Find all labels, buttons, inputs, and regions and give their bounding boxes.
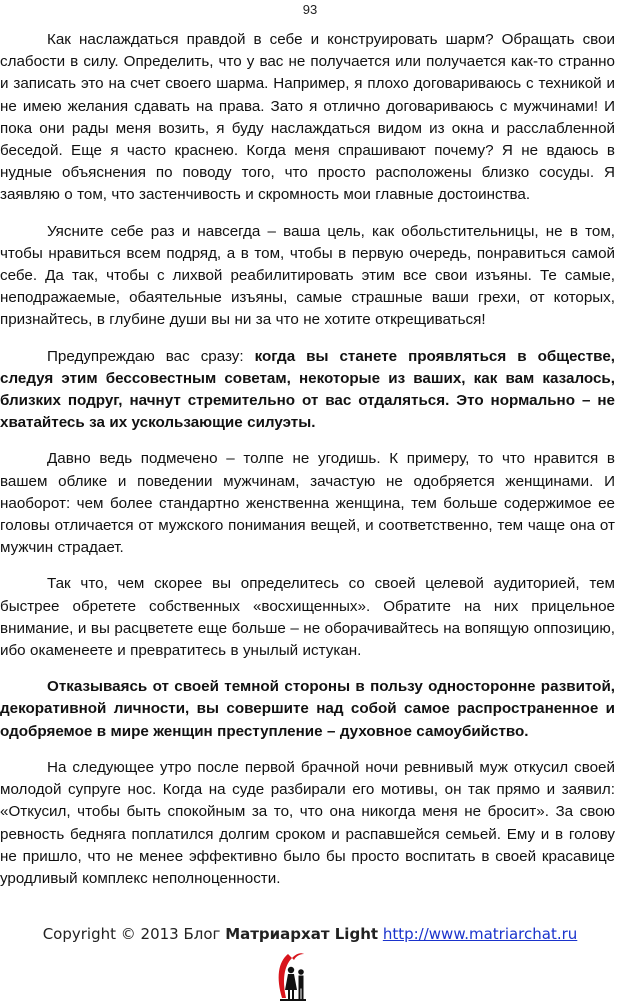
paragraph	[0, 221, 615, 332]
footer-link[interactable]: http://www.matriarchat.ru	[382, 925, 578, 943]
paragraph	[0, 448, 615, 559]
text-run: На следующее утро после первой брачной ночи ревнивый муж откусил своей молодой супруге нос. Когда на суде разбирали его мотивы, он так прямо и заявил: «Откусил, чтобы быть спокойным за то, что она никогда меня не бросит». За свою ревность бедняга поплатился долгим сроком и распавшейся семьей. Ему и в голову не пришло, что не менее эффективно было бы просто воспитать в своей красавице уродливый комплекс неполноценности.	[0, 758, 615, 887]
paragraph	[0, 29, 615, 207]
text-run: Как наслаждаться правдой в себе и конструировать шарм? Обращать свои слабости в силу. Определить, что у вас не получается или получается как-то странно и записать это на счет своего шарма. Например, я плохо договариваюсь с техникой и не имею желания сдавать на права. Зато я отлично договариваюсь с мужчинами! И пока они рады меня возить, я буду наслаждаться видом из окна и расслабленной беседой. Еще я часто краснею. Когда меня спрашивают почему? Я не вдаюсь в нудные объяснения по поводу того, что просто расположены близко сосуды. Я заявляю о том, что застенчивость и скромность мои главные достоинства.	[0, 31, 615, 204]
paragraph	[0, 676, 615, 743]
bold-text-run: Отказываясь от своей темной стороны в пользу односторонне развитой, декоративной личности, вы совершите над собой самое распространенное и одобряемое в мире женщин преступление – духовное самоубийство.	[0, 678, 615, 740]
matriarchat-logo-icon	[274, 948, 310, 1004]
paragraph	[0, 573, 615, 662]
footer	[0, 925, 620, 943]
footer-brand: Матриархат Light	[225, 925, 379, 943]
footer-copyright: Copyright © 2013 Блог	[42, 925, 226, 943]
bold-text-run: когда вы станете проявляться в обществе, следуя этим бессовестным советам, некоторые из ваших, как вам казалось, близких подруг, начнут стремительно от вас отдаляться. Это нормально – не хватайтесь за их ускользающие силуэты.	[0, 347, 615, 432]
text-run: Давно ведь подмечено – толпе не угодишь. К примеру, то что нравится в вашем облике и поведении мужчинам, зачастую не одобряется женщинами. И наоборот: чем более стандартно женственна женщина, тем больше содержимое ее головы отличается от мужского понимания вещей, и соответственно, тем чаще она от мужчин страдает.	[0, 450, 615, 557]
page-number: 93	[302, 2, 318, 17]
text-run: Предупреждаю вас сразу:	[47, 347, 255, 365]
text-run: Так что, чем скорее вы определитесь со своей целевой аудиторией, тем быстрее обретете собственных «восхищенных». Обратите на них прицельное внимание, и вы расцветете еще больше – не оборачивайтесь на вопящую оппозицию, ибо окаменеете и превратитесь в унылый истукан.	[0, 575, 615, 660]
paragraph	[0, 346, 615, 435]
document-body	[0, 29, 620, 904]
paragraph	[0, 757, 615, 890]
text-run: Уясните себе раз и навсегда – ваша цель, как обольстительницы, не в том, чтобы нравиться всем подряд, а в том, чтобы в первую очередь, понравиться самой себе. Да так, чтобы с лихвой реабилитировать этим все свои изъяны. Те самые, неподражаемые, обаятельные изъяны, самые страшные ваши грехи, от которых, признайтесь, в глубине души вы ни за что не хотите открещиваться!	[0, 222, 615, 329]
